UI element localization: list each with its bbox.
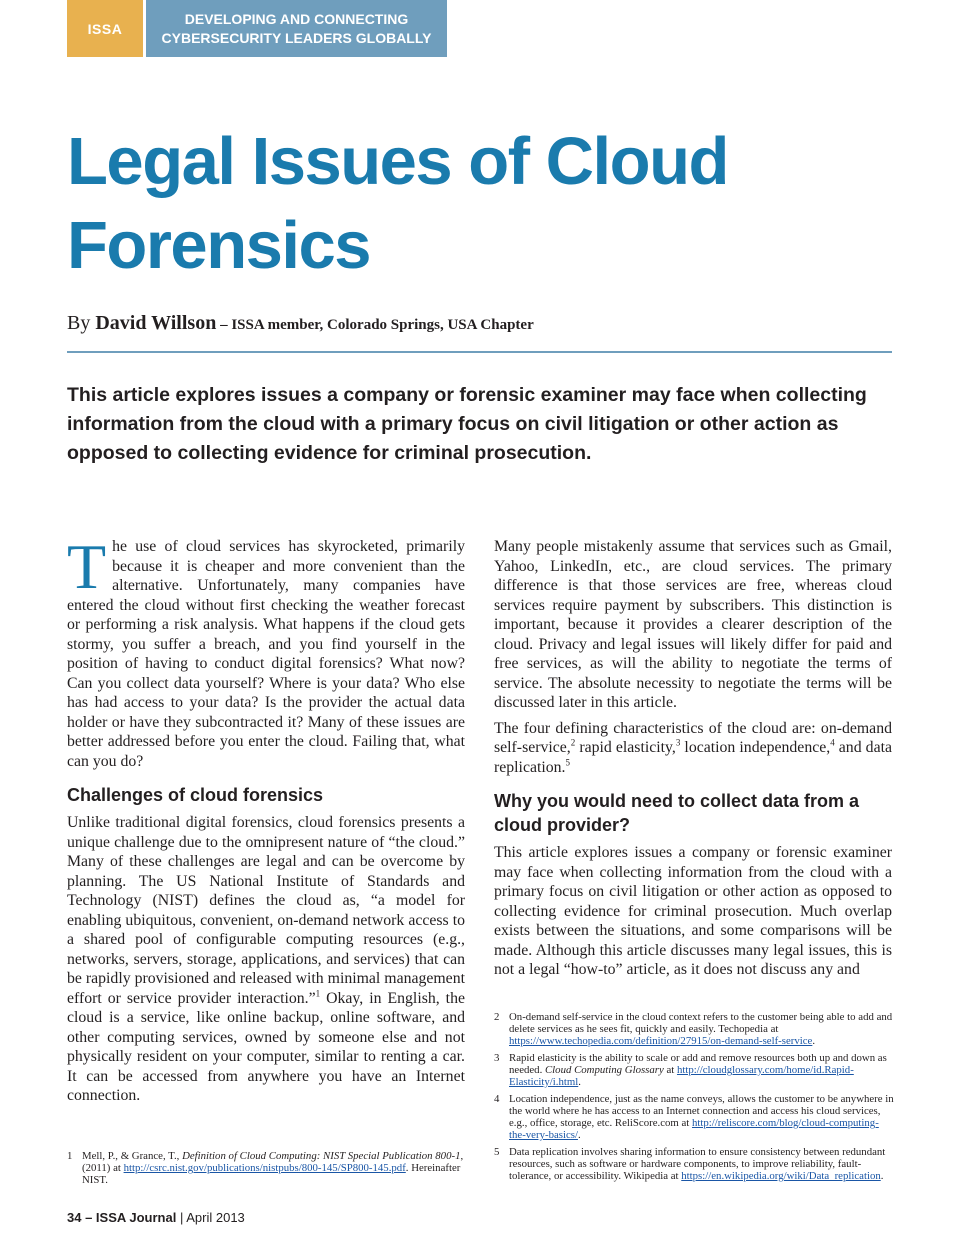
page-footer <box>67 1210 245 1225</box>
title-line-2: Forensics <box>67 208 371 283</box>
footer-page-journal: 34 – ISSA Journal <box>67 1210 177 1225</box>
author-affiliation: – ISSA member, Colorado Springs, USA Chapter <box>216 317 534 333</box>
footnote-3-text: Rapid elasticity is the ability to scale or add and remove resources both up and down as needed. <box>509 1052 887 1076</box>
byline <box>67 312 534 335</box>
footnote-5 <box>494 1146 894 1182</box>
tagline-line-1: DEVELOPING AND CONNECTING <box>184 10 409 27</box>
footnote-number: 1 <box>67 1150 73 1162</box>
footnote-2-text: On-demand self-service in the cloud context refers to the customer being able to add and delete services as he sees fit, quickly and easily. Techopedia at <box>509 1011 893 1035</box>
footnote-4-end: . <box>577 1129 581 1141</box>
footnote-number: 3 <box>494 1052 500 1064</box>
footnote-number: 2 <box>494 1011 500 1023</box>
header-tagline <box>146 0 447 57</box>
footnote-text <box>509 1052 894 1088</box>
footer-issue-date: April 2013 <box>186 1210 245 1225</box>
footnotes-left <box>67 1150 465 1191</box>
footnote-number: 5 <box>494 1146 500 1158</box>
footnote-4-text: Location independence, just as the name conveys, allows the customer to be anywhere in the world where he has access to an Internet connection and access his cloud services, e.g., office, storage, etc. ReliScore.com at <box>509 1093 894 1129</box>
footnote-3-at: at <box>663 1064 677 1076</box>
footnote-text <box>82 1150 465 1186</box>
footnote-5-text: Data replication involves sharing information to ensure consistency between redundant resources, such as software or hardware components, to improve reliability, fault-tolerance, or accessibility. Wikipedia at <box>509 1146 886 1182</box>
footnote-2 <box>494 1011 894 1047</box>
challenges-text-a: Unlike traditional digital forensics, cloud forensics presents a unique challenge due to the omnipresent nature of “the cloud.” Many of these challenges are legal and can be overcome by planning. The US National Institute of Standards and Technology (NIST) defines the cloud as, “a model for enabling ubiquitous, convenient, on-demand network access to a shared pool of configurable computing resources (e.g., networks, servers, storage, applications, and services) that can be rapidly provisioned and released with minimal management effort or service provider interaction.” <box>67 814 465 1007</box>
footnote-1-link[interactable]: http://csrc.nist.gov/publications/nistpubs/800-145/SP800-145.pdf <box>123 1162 406 1174</box>
author-name: David Willson <box>95 312 217 334</box>
issa-badge-label: ISSA <box>87 20 123 37</box>
footnote-3-title: Cloud Computing Glossary <box>544 1064 664 1076</box>
characteristics-text-d: and data replication. <box>494 739 892 776</box>
characteristics-paragraph <box>494 719 892 778</box>
title-divider <box>67 351 892 353</box>
right-column <box>494 537 892 980</box>
footer-separator: | <box>176 1210 187 1225</box>
intro-text: he use of cloud services has skyrocketed, primarily because it is cheaper and more convenient than the alternative. Unfortunately, many companies have entered the cloud without first checking the weather forecast or performing a risk analysis. What happens if the cloud gets stormy, you suffer a breach, and you find yourself in the position of having to conduct digital forensics? What now? Can you collect data yourself? Where is your data? Who else has had access to your data? Is the provider the actual data holder or have they subcontracted it? Many of these issues are better addressed before you enter the cloud. Failing that, what can you do? <box>67 538 465 770</box>
issa-badge <box>67 0 143 57</box>
footnote-1-end: . Hereinafter NIST. <box>82 1162 461 1186</box>
challenges-text-b: Okay, in English, the cloud is a service, like online backup, online software, and other computing services, owned by someone else and not physically resident on your computer, similar to renting a car. It can be accessed from anywhere you have an Internet connection. <box>67 989 465 1104</box>
footnote-3 <box>494 1052 894 1088</box>
footnote-text <box>509 1093 894 1141</box>
footnote-5-end: . <box>880 1170 884 1182</box>
characteristics-text-b: rapid elasticity, <box>575 739 676 756</box>
title-line-1: Legal Issues of Cloud <box>67 124 728 199</box>
footnote-text <box>509 1011 894 1047</box>
footnote-ref-5[interactable]: 5 <box>565 757 570 768</box>
footnote-2-end: . <box>812 1035 816 1047</box>
section-heading-why-collect: Why you would need to collect data from a cloud provider? <box>494 791 860 835</box>
tagline-line-2: CYBERSECURITY LEADERS GLOBALLY <box>161 29 432 46</box>
footnote-ref-3[interactable]: 3 <box>675 737 681 748</box>
article-title <box>67 120 887 288</box>
footnotes-right <box>494 1011 894 1187</box>
footnote-ref-1[interactable]: 1 <box>315 988 321 999</box>
footnote-2-link[interactable]: https://www.techopedia.com/definition/27915/on-demand-self-service <box>509 1035 813 1047</box>
why-collect-paragraph: This article explores issues a company or forensic examiner may face when collecting information from the cloud with a primary focus on civil litigation or other action as opposed to collecting evidence for criminal prosecution. Much overlap exists between the situations, and some comparisons will be made. Although this article discusses many legal issues, this is not a legal “how-to” article, as it does not discuss any and <box>494 844 892 978</box>
footnote-1-title: Definition of Cloud Computing: NIST Special Publication 800-1 <box>182 1150 461 1162</box>
footnote-1-year: , (2011) at <box>82 1150 464 1174</box>
footnote-5-link[interactable]: https://en.wikipedia.org/wiki/Data_replication <box>681 1170 881 1182</box>
footnote-number: 4 <box>494 1093 500 1105</box>
footnote-1-authors: Mell, P., & Grance, T., <box>82 1150 183 1162</box>
drop-cap: T <box>67 531 107 602</box>
footnote-4 <box>494 1093 894 1141</box>
footnote-ref-4[interactable]: 4 <box>830 737 835 748</box>
footnote-3-end: . <box>578 1076 581 1088</box>
footnote-1 <box>67 1150 465 1186</box>
challenges-paragraph <box>67 813 465 1106</box>
characteristics-text-c: location independence, <box>680 739 831 756</box>
free-services-paragraph: Many people mistakenly assume that services such as Gmail, Yahoo, LinkedIn, etc., are cloud services. The primary difference is that those services are free, whereas cloud services require payment by subscribers. This distinction is important, because it provides a clearer description of the cloud. Privacy and legal issues will likely differ for paid and free services, as will the ability to negotiate the terms of service. The absolute necessity to negotiate the terms will be discussed later in this article. <box>494 538 892 711</box>
left-column <box>67 531 465 1106</box>
intro-paragraph <box>67 531 465 771</box>
characteristics-text-a: The four defining characteristics of the cloud are: on-demand self-service, <box>494 719 892 756</box>
section-heading-challenges: Challenges of cloud forensics <box>67 785 324 805</box>
article-abstract: This article explores issues a company or forensic examiner may face when collecting information from the cloud with a primary focus on civil litigation or other action as opposed to collecting evidence for criminal prosecution. <box>67 384 867 464</box>
footnote-3-link[interactable]: http://cloudglossary.com/home/id.Rapid-Elasticity/i.html <box>509 1064 854 1088</box>
byline-prefix: By <box>67 312 96 334</box>
footnote-text <box>509 1146 894 1182</box>
footnote-4-link[interactable]: http://reliscore.com/blog/cloud-computing-the-very-basics/ <box>509 1117 879 1141</box>
footnote-ref-2[interactable]: 2 <box>570 737 576 748</box>
